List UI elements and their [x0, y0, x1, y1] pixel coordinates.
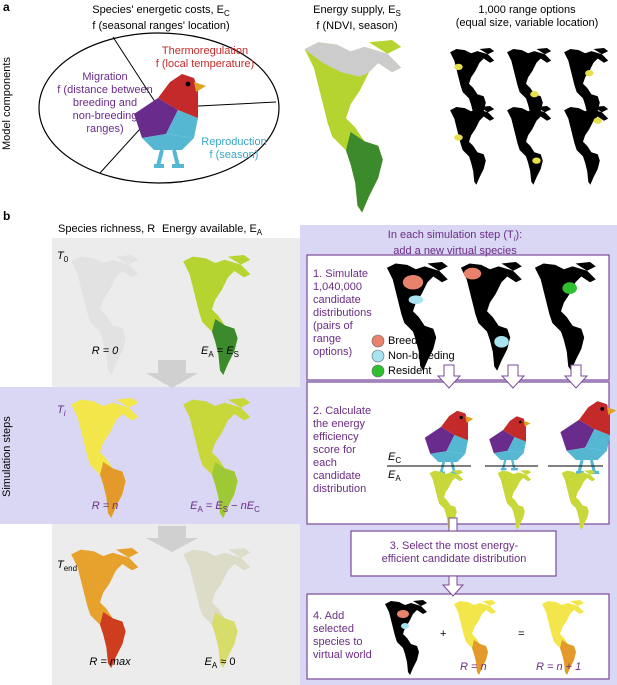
r-n1-small-label: R = n + 1 — [536, 661, 582, 673]
range-options-maps — [446, 45, 614, 185]
step2-text: 2. Calculate the energy efficiency score for each candidate distribution — [313, 405, 372, 495]
energy-header: Energy available, $E_A$ — [162, 223, 263, 238]
model-components-label: Model components — [1, 57, 13, 150]
fraction-numerator: $E_C$ — [388, 451, 402, 466]
richness-header: Species richness, R — [58, 223, 156, 235]
equals-sign: = — [518, 628, 525, 640]
ea-zero-label: $E_A \approx 0$ — [204, 656, 236, 671]
legend-nonbreeding-label: Non-breeding — [388, 350, 455, 362]
ea-equals-es-label: $E_A = E_S$ — [201, 345, 239, 360]
tend-label: $T_{end}$ — [57, 559, 78, 574]
energetic-costs-title: Species' energetic costs, $E_C$ f (seasonal ranges' location) — [92, 4, 230, 33]
fraction-denominator: $E_A$ — [388, 469, 401, 484]
hollow-arrow-step3-4 — [443, 576, 463, 596]
ea-formula-label: $E_A = E_S - nE_C$ — [190, 500, 260, 515]
range-options-title: 1,000 range options (equal size, variable location) — [455, 4, 599, 29]
panel-a-letter: a — [3, 0, 10, 14]
r-zero-label: R = 0 — [91, 345, 119, 357]
richness-map-tend — [71, 548, 138, 668]
simulation-header: In each simulation step $(T_i)$: add a new virtual species — [387, 229, 523, 258]
simulation-steps-label: Simulation steps — [1, 416, 13, 497]
thermoregulation-label: Thermoregulation f (local temperature) — [155, 45, 255, 70]
ti-label: $T_i$ — [57, 404, 66, 419]
legend-breeding-label: Breeding — [388, 335, 433, 347]
plus-sign: + — [440, 628, 447, 640]
panel-b-letter: b — [3, 209, 11, 223]
energy-supply-map — [305, 40, 402, 213]
energy-map-tend — [183, 548, 250, 668]
r-n-small-label: R = n — [460, 661, 487, 673]
r-n-label: R = n — [91, 500, 119, 512]
step4-text: 4. Add selected species to virtual world — [313, 610, 372, 661]
legend-resident-label: Resident — [388, 365, 432, 377]
reproduction-label: Reproduction f (season) — [201, 136, 267, 161]
down-arrow-1 — [146, 360, 198, 388]
r-max-label: R = max — [89, 656, 131, 668]
hollow-arrow-step2-3 — [449, 518, 457, 531]
step1-text: 1. Simulate 1,040,000 candidate distributions (pairs of range options) — [313, 268, 372, 358]
t0-label: $T_0$ — [57, 250, 69, 265]
energy-supply-title: Energy supply, $E_S$ f (NDVI, season) — [313, 4, 401, 33]
down-arrow-2 — [146, 526, 198, 552]
resident-legend-icon — [372, 365, 384, 377]
step3-text: 3. Select the most energy- efficient candidate distribution — [381, 540, 527, 565]
migration-label: Migration f (distance between breeding and non-breeding ranges) — [57, 71, 153, 135]
